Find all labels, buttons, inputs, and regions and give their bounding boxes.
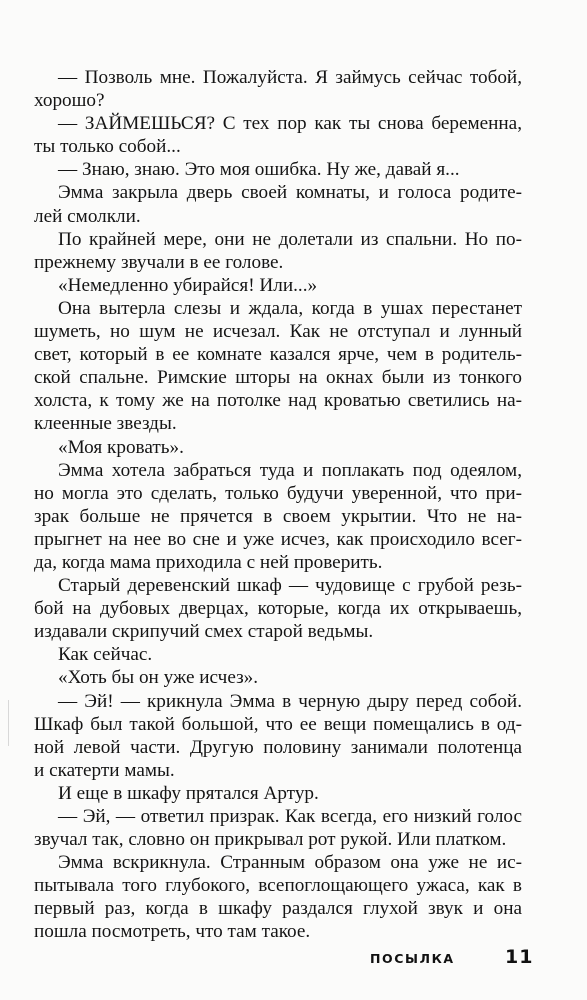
text-line: «Хоть бы он уже исчез». <box>58 667 259 689</box>
text-line: — Знаю, знаю. Это моя ошибка. Ну же, давай я... <box>58 159 460 181</box>
text-line: ной левой части. Другую половину занимали полотенца <box>34 736 522 758</box>
text-line: клеенные звезды. <box>34 413 177 435</box>
text-line: Как сейчас. <box>58 644 153 666</box>
text-line: звучал так, словно он прикрывал рот рукой. Или платком. <box>34 829 507 851</box>
text-line: первый раз, когда в шкафу раздался глухой звук и она <box>34 898 522 920</box>
page-footer <box>370 946 534 969</box>
paragraph <box>34 643 522 666</box>
text-line: да, когда мама приходила с ней проверить. <box>34 551 383 573</box>
text-line: пошла посмотреть, что там такое. <box>34 921 311 943</box>
text-line: Эмма вскрикнула. Странным образом она уже не ис- <box>58 852 522 874</box>
paragraph <box>34 690 522 782</box>
text-line: и скатерти мамы. <box>34 759 175 781</box>
text-line: «Моя кровать». <box>58 436 184 458</box>
text-line: Эмма хотела забраться туда и поплакать под одеялом, <box>58 459 522 481</box>
text-line: прыгнет на нее во сне и уже исчез, как происходило всег- <box>34 528 522 550</box>
text-line: лей смолкли. <box>34 205 141 227</box>
paragraph <box>34 66 522 112</box>
text-line: свет, который в ее комнате казался ярче, чем в родитель- <box>34 344 522 366</box>
paragraph <box>34 459 522 574</box>
text-line: И еще в шкафу прятался Артур. <box>58 782 319 804</box>
text-line: По крайней мере, они не долетали из спальни. Но по- <box>58 228 522 250</box>
margin-scan-mark <box>8 700 9 746</box>
paragraph <box>34 274 522 297</box>
paragraph <box>34 158 522 181</box>
text-line: ской спальне. Римские шторы на окнах были из тонкого <box>34 367 522 389</box>
text-line: хорошо? <box>34 90 105 112</box>
text-line: — ЗАЙМЕШЬСЯ? С тех пор как ты снова беременна, <box>58 113 522 135</box>
paragraph <box>34 574 522 643</box>
text-line: ты только собой... <box>34 136 181 158</box>
text-line: бой на дубовых дверцах, которые, когда их открываешь, <box>34 598 522 620</box>
paragraph <box>34 228 522 274</box>
text-line: Эмма закрыла дверь своей комнаты, и голоса родите- <box>58 182 522 204</box>
paragraph <box>34 782 522 805</box>
text-line: — Эй, — ответил призрак. Как всегда, его низкий голос <box>58 806 522 827</box>
text-line: Старый деревенский шкаф — чудовище с грубой резь- <box>58 575 522 597</box>
text-line: зрак больше не прячется в своем укрытии. Что не на- <box>34 505 522 527</box>
text-line: прежнему звучали в ее голове. <box>34 251 284 273</box>
paragraph <box>34 666 522 689</box>
text-line: Она вытерла слезы и ждала, когда в ушах перестанет <box>58 297 522 319</box>
running-head: ПОСЫЛКА <box>370 951 455 966</box>
paragraph <box>34 805 522 851</box>
text-line: «Немедленно убирайся! Или...» <box>58 274 318 296</box>
text-line: пытывала того глубокого, всепоглощающего ужаса, как в <box>34 875 522 897</box>
paragraph <box>34 181 522 227</box>
text-line: издавали скрипучий смех старой ведьмы. <box>34 621 374 643</box>
text-line: — Эй! — крикнула Эмма в черную дыру перед собой. <box>58 690 522 712</box>
paragraph <box>34 436 522 459</box>
text-line: шуметь, но шум не исчезал. Как не отступал и лунный <box>34 321 522 343</box>
body-text <box>34 66 522 944</box>
paragraph <box>34 112 522 158</box>
paragraph <box>34 297 522 436</box>
paragraph <box>34 851 522 943</box>
text-line: Шкаф был такой большой, что ее вещи помещались в од- <box>34 713 522 735</box>
text-line: — Позволь мне. Пожалуйста. Я займусь сейчас тобой, <box>58 67 522 88</box>
text-line: холста, к тому же на потолке над кроватью светились на- <box>34 390 522 412</box>
page-number: 11 <box>505 946 534 968</box>
text-line: но могла это сделать, только будучи уверенной, что при- <box>34 482 522 504</box>
